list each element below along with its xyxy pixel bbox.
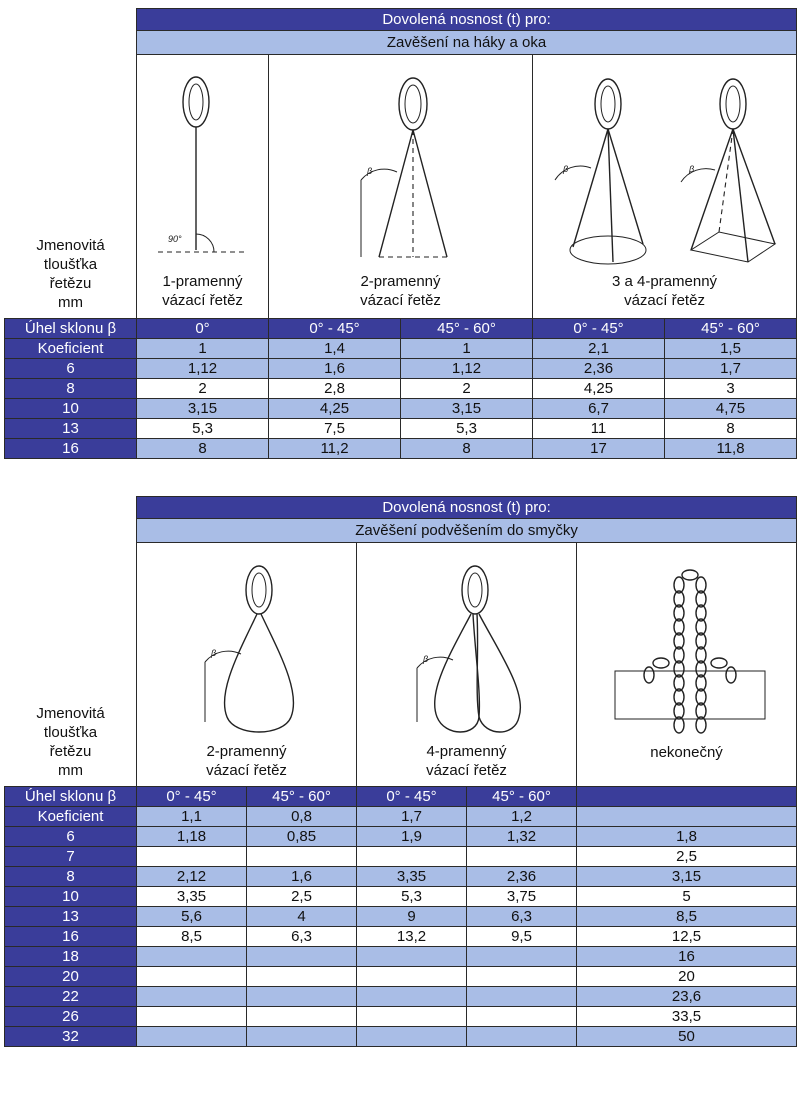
table-cell: 1,8 [577, 827, 797, 847]
endless-chain-drawing [587, 563, 787, 743]
coefficient-cell: 2,1 [533, 339, 665, 359]
coefficient-cell: 1,7 [357, 807, 467, 827]
table-cell: 20 [577, 967, 797, 987]
table-cell: 2 [401, 379, 533, 399]
table2-body [5, 827, 797, 1047]
row-thickness-label: 8 [5, 379, 137, 399]
table-row [5, 359, 797, 379]
row-thickness-label: 10 [5, 399, 137, 419]
table-cell: 11,2 [269, 439, 401, 459]
svg-text:β: β [366, 166, 372, 176]
table-cell: 7,5 [269, 419, 401, 439]
four-leg-basket-drawing [367, 562, 567, 742]
multi-leg-chain-drawing [533, 72, 797, 272]
table-cell: 3 [665, 379, 797, 399]
angle-cell: 0° - 45° [357, 787, 467, 807]
table-cell: 4,25 [269, 399, 401, 419]
two-leg-basket-drawing [147, 562, 347, 742]
angle-cell: 0° [137, 319, 269, 339]
svg-text:β: β [563, 164, 569, 174]
coefficient-cell: 1,2 [467, 807, 577, 827]
table-cell [357, 1027, 467, 1047]
table-row [5, 867, 797, 887]
table-cell: 12,5 [577, 927, 797, 947]
table-subtitle: Zavěšení podvěšením do smyčky [137, 519, 797, 543]
table-cell: 3,75 [467, 887, 577, 907]
caption-1-strand: 1-pramenný vázací řetěz [162, 273, 243, 309]
table-row [5, 439, 797, 459]
svg-text:β: β [210, 648, 216, 658]
row-thickness-label: 13 [5, 907, 137, 927]
table-cell: 16 [577, 947, 797, 967]
table-cell [467, 987, 577, 1007]
svg-text:β: β [689, 164, 695, 174]
caption-basket-2-strand: 2-pramenný vázací řetěz [206, 743, 287, 779]
row-thickness-label: 13 [5, 419, 137, 439]
illustration-3-4-strand [533, 55, 797, 319]
table-cell [357, 1007, 467, 1027]
angle-cell [577, 787, 797, 807]
row-thickness-label: 18 [5, 947, 137, 967]
table-cell [357, 967, 467, 987]
table-row [5, 887, 797, 907]
table-cell: 3,35 [357, 867, 467, 887]
table-cell: 1,6 [247, 867, 357, 887]
table-row [5, 1027, 797, 1047]
table-cell: 1,32 [467, 827, 577, 847]
angle-row [5, 787, 797, 807]
table-cell: 2,12 [137, 867, 247, 887]
coefficient-row [5, 807, 797, 827]
table-cell: 2 [137, 379, 269, 399]
table-cell [247, 947, 357, 967]
caption-basket-4-strand: 4-pramenný vázací řetěz [426, 743, 507, 779]
table-cell: 1,9 [357, 827, 467, 847]
coefficient-cell: 1,5 [665, 339, 797, 359]
table-cell: 8 [401, 439, 533, 459]
table-cell: 8,5 [137, 927, 247, 947]
table-cell: 4,75 [665, 399, 797, 419]
table-cell [247, 1027, 357, 1047]
table-cell: 2,8 [269, 379, 401, 399]
table-cell: 3,15 [401, 399, 533, 419]
table-cell: 3,15 [137, 399, 269, 419]
row-header-cell [5, 497, 137, 787]
angle-cell: 0° - 45° [137, 787, 247, 807]
table-cell: 1,12 [401, 359, 533, 379]
row-thickness-label: 26 [5, 1007, 137, 1027]
table-cell: 5,6 [137, 907, 247, 927]
table-cell: 2,5 [577, 847, 797, 867]
caption-endless: nekonečný [650, 744, 723, 761]
table-cell: 17 [533, 439, 665, 459]
table-row [5, 967, 797, 987]
table-cell [137, 947, 247, 967]
table-cell [467, 1007, 577, 1027]
angle-cell: 45° - 60° [665, 319, 797, 339]
table-cell: 2,36 [533, 359, 665, 379]
table-row [5, 419, 797, 439]
row-thickness-label: 6 [5, 359, 137, 379]
table-cell [247, 987, 357, 1007]
row-thickness-label: 16 [5, 439, 137, 459]
table-cell: 6,3 [247, 927, 357, 947]
table-cell: 1,7 [665, 359, 797, 379]
table-cell [137, 1027, 247, 1047]
two-leg-chain-drawing [301, 72, 501, 272]
table-row [5, 987, 797, 1007]
row-header-label: Jmenovitá tloušťka řetězu mm [36, 237, 105, 311]
angle-cell: 0° - 45° [533, 319, 665, 339]
table-title: Dovolená nosnost (t) pro: [137, 497, 797, 519]
coefficient-cell: 1 [401, 339, 533, 359]
table-cell [247, 847, 357, 867]
table-cell: 8 [137, 439, 269, 459]
table-cell: 4 [247, 907, 357, 927]
table-cell: 5,3 [357, 887, 467, 907]
coefficient-cell: 0,8 [247, 807, 357, 827]
table-cell: 4,25 [533, 379, 665, 399]
coefficient-cell: 1 [137, 339, 269, 359]
row-thickness-label: 6 [5, 827, 137, 847]
caption-3-4-strand: 3 a 4-pramenný vázací řetěz [611, 273, 718, 309]
coefficient-label: Koeficient [5, 339, 137, 359]
table-hooks-eyes [4, 8, 797, 459]
illustration-1-strand [137, 55, 269, 319]
coefficient-cell: 1,4 [269, 339, 401, 359]
row-thickness-label: 20 [5, 967, 137, 987]
table-cell [467, 967, 577, 987]
table-cell: 6,7 [533, 399, 665, 419]
row-thickness-label: 32 [5, 1027, 137, 1047]
table-cell [137, 987, 247, 1007]
table-cell: 8 [665, 419, 797, 439]
row-thickness-label: 7 [5, 847, 137, 867]
table-subtitle: Zavěšení na háky a oka [137, 31, 797, 55]
table-row [5, 399, 797, 419]
table-cell [357, 947, 467, 967]
table1-body [5, 359, 797, 459]
illustration-basket-4-strand [357, 543, 577, 787]
coefficient-cell: 1,1 [137, 807, 247, 827]
table-title: Dovolená nosnost (t) pro: [137, 9, 797, 31]
table-cell [247, 1007, 357, 1027]
illustration-2-strand [269, 55, 533, 319]
row-header-label: Jmenovitá tloušťka řetězu mm [36, 705, 105, 779]
svg-text:β: β [422, 654, 428, 664]
table-cell: 1,18 [137, 827, 247, 847]
table-cell: 5,3 [401, 419, 533, 439]
table-cell [467, 1027, 577, 1047]
table-cell [467, 947, 577, 967]
illustration-basket-2-strand [137, 543, 357, 787]
angle-label: Úhel sklonu β [5, 787, 137, 807]
row-thickness-label: 22 [5, 987, 137, 1007]
row-header-cell [5, 9, 137, 319]
table-basket-hitch [4, 496, 797, 1047]
table-row [5, 907, 797, 927]
table-cell [137, 1007, 247, 1027]
coefficient-label: Koeficient [5, 807, 137, 827]
table-cell: 3,15 [577, 867, 797, 887]
angle-row [5, 319, 797, 339]
caption-2-strand: 2-pramenný vázací řetěz [360, 273, 441, 309]
table-cell: 11,8 [665, 439, 797, 459]
table-cell: 5,3 [137, 419, 269, 439]
table-cell: 0,85 [247, 827, 357, 847]
table-cell [357, 987, 467, 1007]
angle-cell: 45° - 60° [401, 319, 533, 339]
table-cell [137, 967, 247, 987]
table-cell: 50 [577, 1027, 797, 1047]
table-row [5, 947, 797, 967]
single-leg-chain-drawing [138, 72, 268, 272]
angle-cell: 0° - 45° [269, 319, 401, 339]
table-cell: 8,5 [577, 907, 797, 927]
table-cell: 5 [577, 887, 797, 907]
coefficient-cell [577, 807, 797, 827]
row-thickness-label: 16 [5, 927, 137, 947]
table-row [5, 847, 797, 867]
coefficient-row [5, 339, 797, 359]
table-cell [247, 967, 357, 987]
angle-cell: 45° - 60° [467, 787, 577, 807]
table-cell: 6,3 [467, 907, 577, 927]
table-cell: 3,35 [137, 887, 247, 907]
table-cell: 9 [357, 907, 467, 927]
table-cell [357, 847, 467, 867]
row-thickness-label: 10 [5, 887, 137, 907]
table-cell: 11 [533, 419, 665, 439]
table-row [5, 1007, 797, 1027]
table-row [5, 379, 797, 399]
svg-text:90°: 90° [167, 234, 182, 244]
table-cell [137, 847, 247, 867]
table-cell: 2,36 [467, 867, 577, 887]
table-cell: 33,5 [577, 1007, 797, 1027]
illustration-endless [577, 543, 797, 787]
table-cell: 2,5 [247, 887, 357, 907]
table-cell [467, 847, 577, 867]
table-cell: 1,12 [137, 359, 269, 379]
angle-cell: 45° - 60° [247, 787, 357, 807]
angle-label: Úhel sklonu β [5, 319, 137, 339]
table-row [5, 827, 797, 847]
table-cell: 13,2 [357, 927, 467, 947]
table-cell: 23,6 [577, 987, 797, 1007]
table-cell: 9,5 [467, 927, 577, 947]
table-row [5, 927, 797, 947]
row-thickness-label: 8 [5, 867, 137, 887]
table-cell: 1,6 [269, 359, 401, 379]
